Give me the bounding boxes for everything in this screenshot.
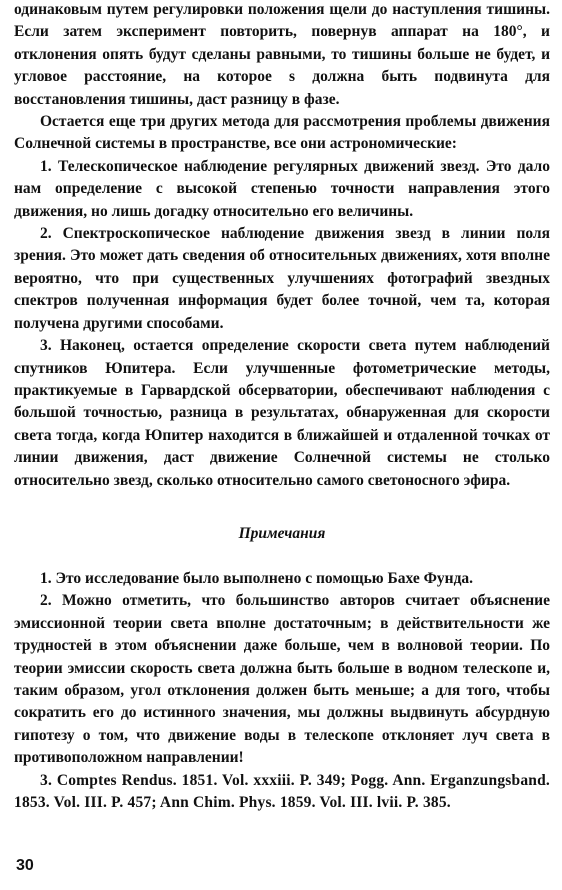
notes-heading: Примечания — [238, 525, 326, 542]
page-number: 30 — [16, 857, 34, 874]
paragraph-method-2: 2. Спектроскопическое наблюдение движения звезд в линии поля зрения. Это может дать сведения об относительных движениях, хотя вполне вероятно, что при существенных улучшениях фотографий звездных спектров полученная информация будет более точной, чем та, которая получена другими способами. — [14, 225, 550, 332]
note-2: 2. Можно отметить, что большинство авторов считает объяснение эмиссионной теории света вполне достаточным; в действительности же трудностей в этом объяснении даже больше, чем в волновой теории. По теории эмиссии скорость света должна быть больше в водном телескопе и, таким образом, угол отклонения должен быть меньше; а для того, чтобы сократить его до истинного значения, мы должны выдвинуть абсурдную гипотезу о том, что движение воды в телескопе отклоняет луч света в противоположном направлении! — [14, 592, 550, 767]
notes-list — [14, 568, 550, 814]
note-3: 3. Comptes Rendus. 1851. Vol. xxxiii. P. 349; Pogg. Ann. Erganzungsband. 1853. Vol. III. P. 457; Ann Chim. Phys. 1859. Vol. III. lvii. P. 385. — [14, 771, 550, 812]
paragraph-method-1: 1. Телескопическое наблюдение регулярных движений звезд. Это дало нам определение с высокой степенью точности направления этого движения, но лишь догадку относительно его величины. — [14, 157, 550, 220]
paragraph-continuation: одинаковым путем регулировки положения щели до наступления тишины. Если затем эксперимент повторить, повернув аппарат на 180°, и отклонения опять будут сделаны равными, то тишины больше не будет, и угловое расстояние, на которое s должна быть подвинута для восстановления тишины, даст разницу в фазе. — [14, 1, 550, 108]
main-text — [14, 0, 550, 492]
note-1: 1. Это исследование было выполнено с помощью Бахе Фунда. — [40, 570, 474, 587]
paragraph-methods-intro: Остается еще три других метода для рассмотрения проблемы движения Солнечной системы в пространстве, все они астрономические: — [14, 113, 550, 153]
paragraph-method-3: 3. Наконец, остается определение скорости света путем наблюдений спутников Юпитера. Если улучшенные фотометрические методы, практикуемые в Гарвардской обсерватории, обеспечивают наблюдения с большой точностью, разница в результатах, обнаруженная для скорости света тогда, когда Юпитер находится в ближайшей и отдаленной точках от линии движения, даст движение Солнечной системы не столько относительно звезд, сколько относительно самого светоносного эфира. — [14, 337, 550, 489]
